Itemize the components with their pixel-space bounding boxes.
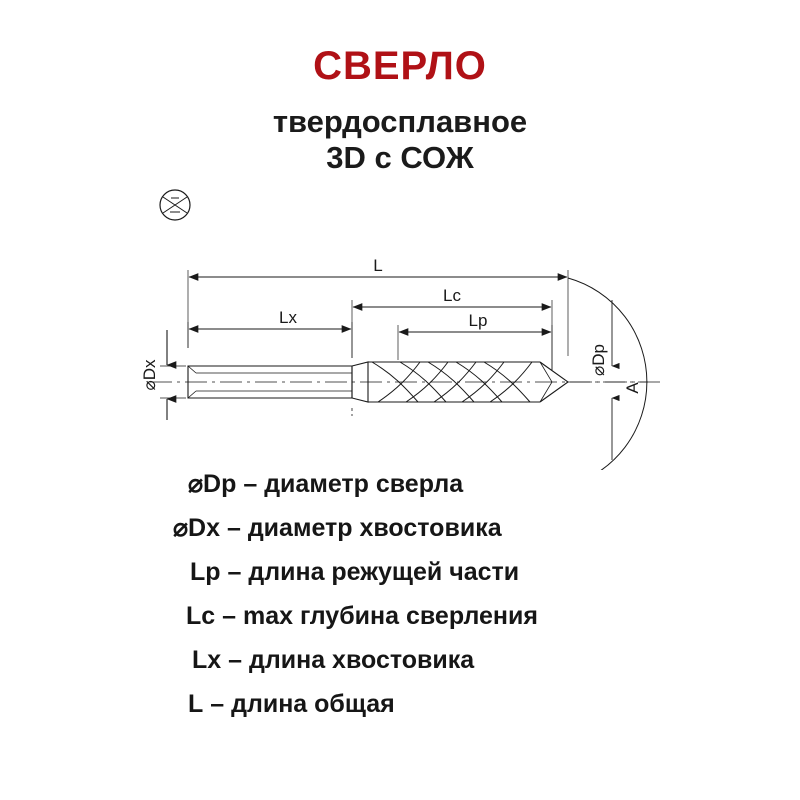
legend-text: диаметр сверла [264, 470, 464, 498]
legend-symbol: L [188, 690, 204, 718]
dimension-label-Dx: ⌀Dx [140, 359, 159, 391]
surface-finish-icon [160, 190, 190, 220]
legend-symbol: Lc [186, 602, 216, 630]
technical-drawing [0, 170, 800, 470]
legend-symbol: ⌀Dp [188, 470, 237, 498]
legend-dash: – [220, 514, 248, 542]
legend-symbol: Lx [192, 646, 222, 674]
list-item [0, 506, 800, 550]
dimension-L [188, 270, 568, 356]
legend-text: длина режущей части [248, 558, 520, 586]
legend-dash: – [220, 558, 249, 586]
dimension-label-Lx: Lx [279, 308, 297, 327]
legend-list [0, 462, 800, 726]
legend-dash: – [215, 602, 243, 630]
legend-text: max глубина сверления [242, 602, 538, 630]
list-item [0, 550, 800, 594]
dimension-Lx [188, 322, 352, 358]
legend-dash: – [221, 646, 249, 674]
title-block [0, 44, 800, 175]
legend-symbol: Lp [190, 558, 221, 586]
legend-text: длина общая [231, 690, 395, 718]
dimension-Dx [160, 330, 186, 420]
dimension-label-L: L [373, 256, 383, 275]
dimension-label-Lp: Lp [468, 311, 488, 330]
legend-text: диаметр хвостовика [247, 514, 502, 542]
dimension-Lc [352, 300, 552, 370]
legend-text: длина хвостовика [248, 646, 475, 674]
list-item [0, 638, 800, 682]
legend-symbol: ⌀Dx [173, 514, 221, 542]
page-subtitle-1: твердосплавное [272, 104, 528, 139]
dimension-label-Dp: ⌀Dp [589, 344, 608, 376]
dimension-label-Lc: Lc [443, 286, 461, 305]
legend-dash: – [236, 470, 265, 498]
list-item [0, 594, 800, 638]
list-item [0, 682, 800, 726]
page-subtitle-2: 3D с СОЖ [326, 139, 474, 175]
list-item [0, 462, 800, 506]
legend-dash: – [203, 690, 232, 718]
dimension-label-A: A [623, 382, 642, 394]
page-title: СВЕРЛО [313, 44, 487, 88]
